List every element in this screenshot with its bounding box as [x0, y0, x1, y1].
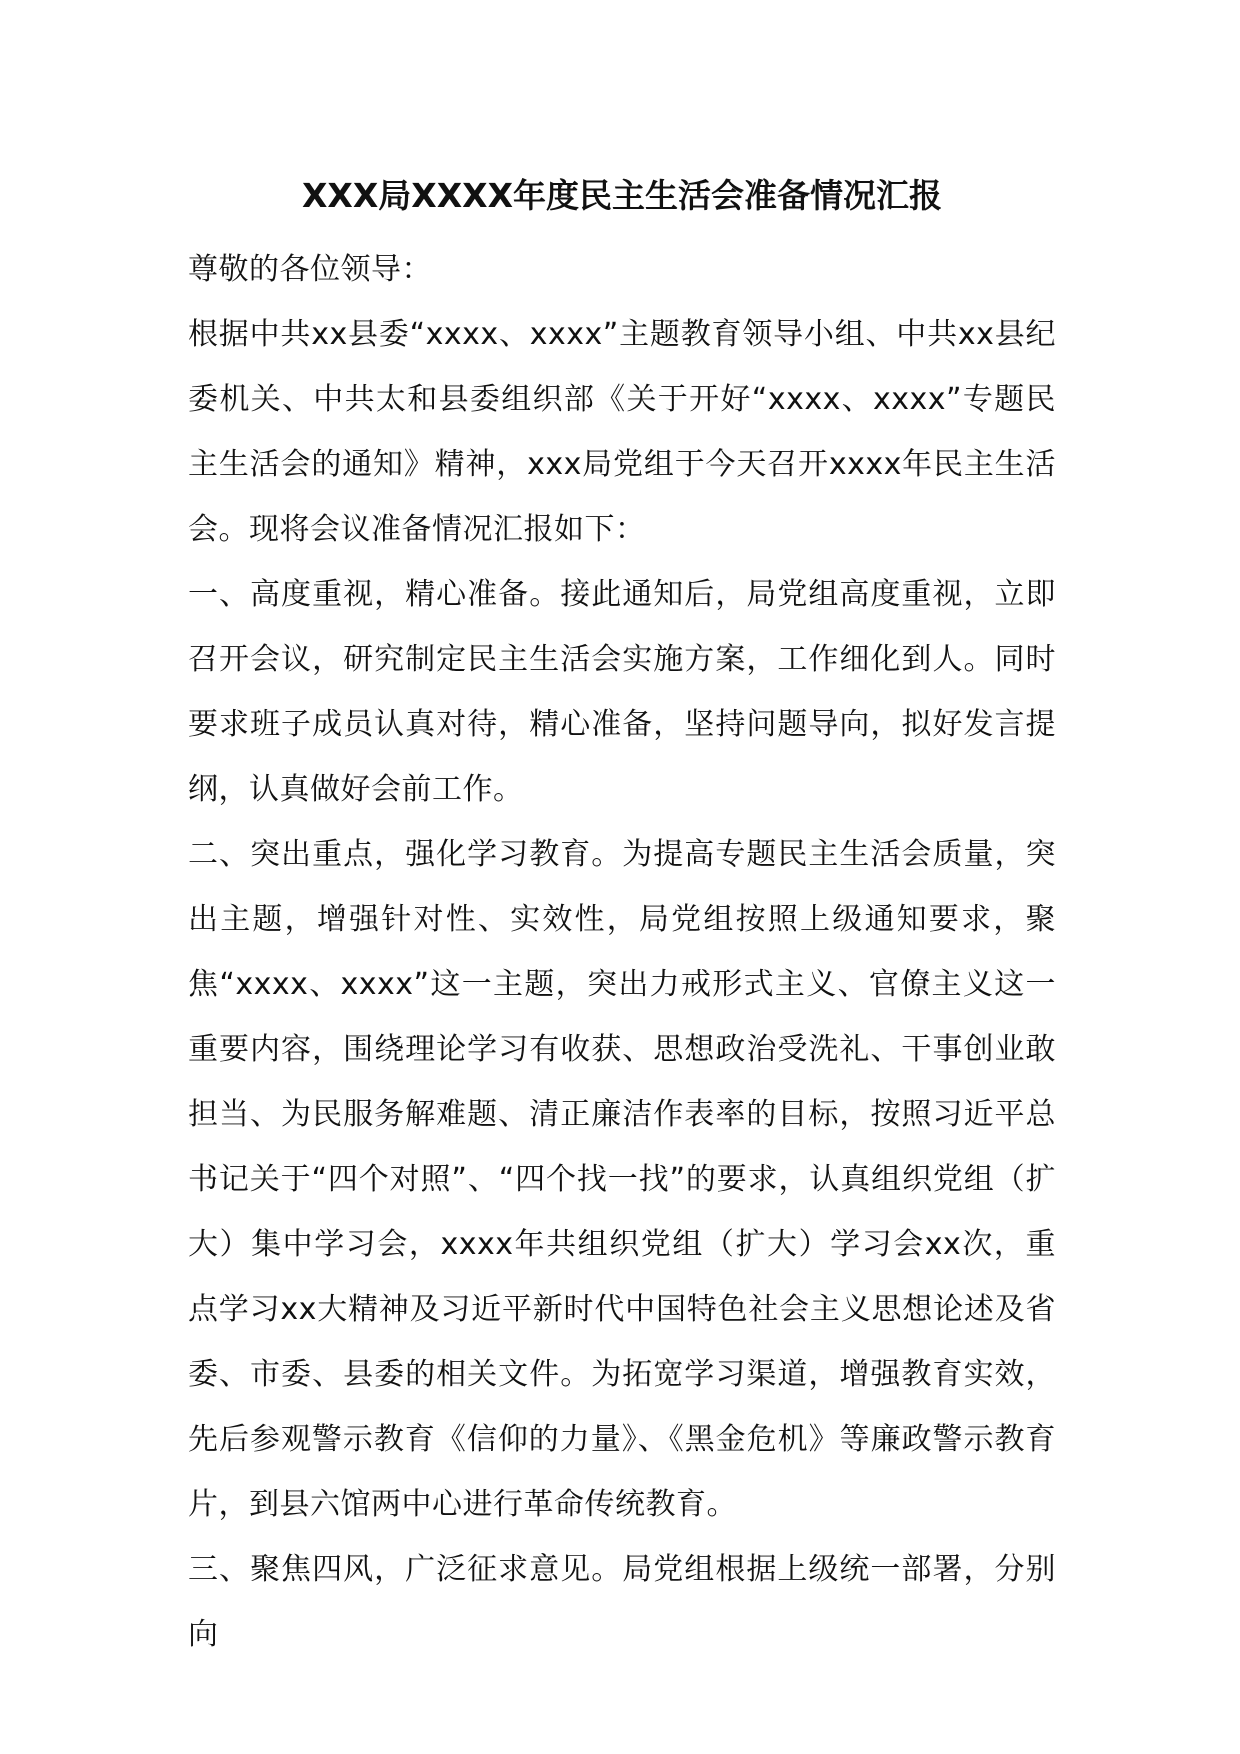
document-title: XXX局XXXX年度民主生活会准备情况汇报: [301, 176, 943, 215]
paragraph-intro: 根据中共xx县委“xxxx、xxxx”主题教育领导小组、中共xx县纪委机关、中共太和县委组织部《关于开好“xxxx、xxxx”专题民主生活会的通知》精神，xxx局党组于今天召开xxxx年民主生活会。现将会议准备情况汇报如下：: [188, 317, 1056, 547]
paragraph-section-2: 二、突出重点，强化学习教育。为提高专题民主生活会质量，突出主题，增强针对性、实效性，局党组按照上级通知要求，聚焦“xxxx、xxxx”这一主题，突出力戒形式主义、官僚主义这一重要内容，围绕理论学习有收获、思想政治受洗礼、干事创业敢担当、为民服务解难题、清正廉洁作表率的目标，按照习近平总书记关于“四个对照”、“四个找一找”的要求，认真组织党组（扩大）集中学习会，xxxx年共组织党组（扩大）学习会xx次，重点学习xx大精神及习近平新时代中国特色社会主义思想论述及省委、市委、县委的相关文件。为拓宽学习渠道，增强教育实效，先后参观警示教育《信仰的力量》、《黑金危机》等廉政警示教育片，到县六馆两中心进行革命传统教育。: [188, 837, 1056, 1522]
paragraph-section-1: 一、高度重视，精心准备。接此通知后，局党组高度重视，立即召开会议，研究制定民主生活会实施方案，工作细化到人。同时要求班子成员认真对待，精心准备，坚持问题导向，拟好发言提纲，认真做好会前工作。: [188, 577, 1056, 807]
salutation: 尊敬的各位领导：: [188, 252, 432, 287]
document-body: [188, 237, 1056, 1667]
paragraph-section-3: 三、聚焦四风，广泛征求意见。局党组根据上级统一部署，分别向: [188, 1552, 1056, 1652]
